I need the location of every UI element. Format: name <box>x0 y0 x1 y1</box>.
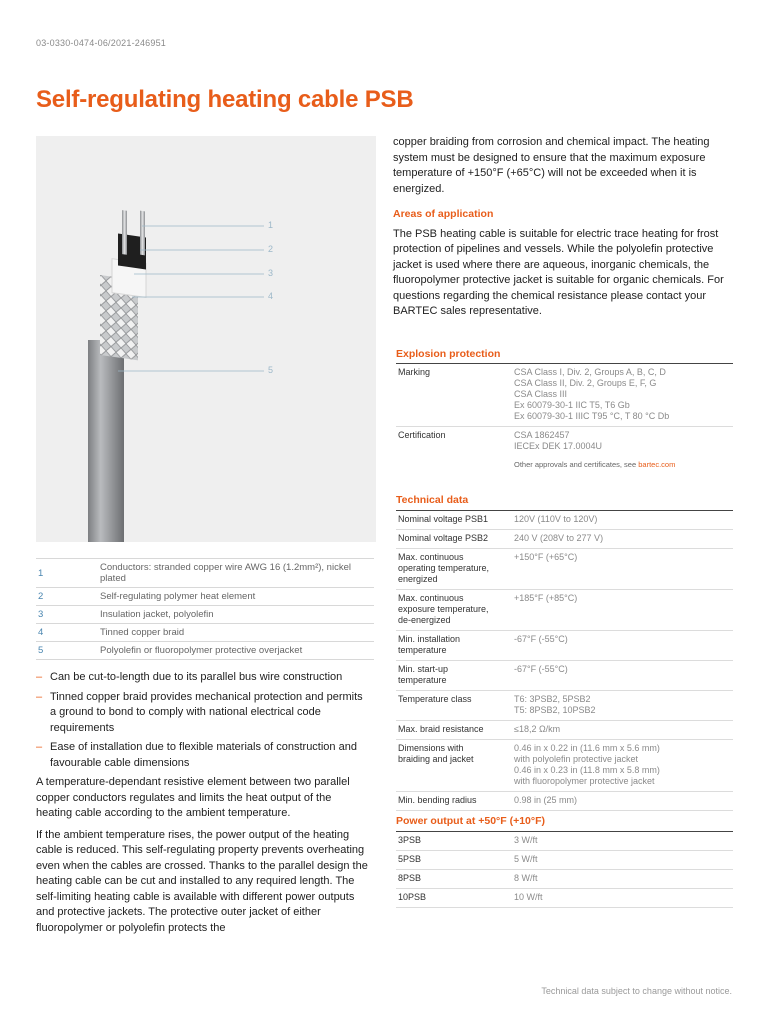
cell-line: de-energized <box>398 615 451 625</box>
row-label <box>396 590 512 631</box>
table-row <box>396 691 733 721</box>
cell-line: Dimensions with <box>398 743 464 753</box>
explosion-heading: Explosion protection <box>396 348 501 360</box>
cell-line: T5: 8PSB2, 10PSB2 <box>514 705 596 715</box>
row-label <box>396 549 512 590</box>
cell-line: temperature <box>398 645 447 655</box>
cell-line: Max. continuous <box>398 593 464 603</box>
areas-heading: Areas of application <box>393 208 494 220</box>
legend-text: Self-regulating polymer heat element <box>98 588 374 606</box>
legend-number: 1 <box>36 559 98 588</box>
row-value <box>512 740 733 792</box>
callout-4: 4 <box>268 291 274 301</box>
legend-number: 3 <box>36 606 98 624</box>
footer-note: Technical data subject to change without notice. <box>541 986 732 996</box>
table-row <box>396 631 733 661</box>
page-title: Self-regulating heating cable PSB <box>36 86 414 113</box>
cell-line: 8 W/ft <box>514 873 538 883</box>
legend-row <box>36 624 374 642</box>
component-legend <box>36 558 374 660</box>
cell-line: 240 V (208V to 277 V) <box>514 533 604 543</box>
row-value <box>512 721 733 740</box>
power-heading: Power output at +50°F (+10°F) <box>396 815 546 827</box>
callout-1: 1 <box>268 220 274 230</box>
row-label: Marking <box>396 364 512 427</box>
cell-line: 0.46 in x 0.23 in (11.8 mm x 5.8 mm) <box>514 765 660 775</box>
table-row <box>396 740 733 792</box>
table-row <box>396 851 733 870</box>
row-label <box>396 889 512 908</box>
callout-3: 3 <box>268 268 274 278</box>
cell-line: +185°F (+85°C) <box>514 593 578 603</box>
cell-line: 5PSB <box>398 854 422 864</box>
cell-line: Min. installation <box>398 634 461 644</box>
areas-text: The PSB heating cable is suitable for electric trace heating for frost protection of pipelines and vessels. While the polyolefin protective jacket is used where there are aqueous, inorganic chemicals, the fluoropolymer protective jacket is suitable for organic chemicals. For questions regarding the chemical resistance please contact your BARTEC sales representative. <box>393 227 724 317</box>
row-label <box>396 530 512 549</box>
document-id: 03-0330-0474-06/2021-246951 <box>36 38 167 48</box>
feature-list <box>36 670 368 771</box>
legend-number: 5 <box>36 642 98 660</box>
outer-jacket <box>88 340 124 542</box>
legend-number: 2 <box>36 588 98 606</box>
bartec-link[interactable]: bartec.com <box>638 460 676 469</box>
cell-line: Max. braid resistance <box>398 724 484 734</box>
body-paragraph: If the ambient temperature rises, the power output of the heating cable is reduced. This self-regulating property prevents overheating even when the cables are crossed. Thanks to the parallel design the heating cable can be cut and installed to any required length. The self-limiting heating cable is available with different power outputs and protective jackets. The protective outer jacket of either fluoropolymer or polyolefin protects the <box>36 828 368 934</box>
table-row <box>396 721 733 740</box>
row-label <box>396 792 512 811</box>
legend-text: Conductors: stranded copper wire AWG 16 (1.2mm²), nickel plated <box>98 559 374 588</box>
value-line: CSA Class III <box>514 389 568 399</box>
cell-line: Nominal voltage PSB1 <box>398 514 489 524</box>
technical-heading: Technical data <box>396 494 469 506</box>
table-row <box>396 456 733 474</box>
table-row <box>396 832 733 851</box>
feature-text: Ease of installation due to flexible materials of construction and favourable cable dimensions <box>50 741 357 769</box>
table-row <box>396 427 733 457</box>
cell-line: +150°F (+65°C) <box>514 552 578 562</box>
cell-line: operating temperature, <box>398 563 490 573</box>
row-label <box>396 661 512 691</box>
row-label <box>396 691 512 721</box>
cell-line: temperature <box>398 675 447 685</box>
table-row <box>396 870 733 889</box>
note-text: Other approvals and certificates, see <box>514 460 639 469</box>
row-value <box>512 792 733 811</box>
cell-line: 10PSB <box>398 892 427 902</box>
value-line: CSA Class II, Div. 2, Groups E, F, G <box>514 378 657 388</box>
legend-row <box>36 606 374 624</box>
row-value <box>512 889 733 908</box>
cell-line: braiding and jacket <box>398 754 474 764</box>
cell-line: 3PSB <box>398 835 422 845</box>
table-row <box>396 661 733 691</box>
cell-line: 0.46 in x 0.22 in (11.6 mm x 5.6 mm) <box>514 743 660 753</box>
row-value <box>512 661 733 691</box>
dash-icon: – <box>36 671 43 683</box>
cell-line: -67°F (-55°C) <box>514 664 568 674</box>
table-row <box>396 792 733 811</box>
dash-icon: – <box>36 741 43 753</box>
row-label <box>396 870 512 889</box>
table-row <box>396 530 733 549</box>
explosion-table <box>396 363 733 474</box>
intro-continuation: copper braiding from corrosion and chemical impact. The heating system must be designed to ensure that the maximum exposure temperature of +150°F (+65°C) will not be exceeded when it is energized. <box>393 136 710 195</box>
cell-line: energized <box>398 574 438 584</box>
legend-row <box>36 559 374 588</box>
value-line: Ex 60079-30-1 IIIC T95 °C, T 80 °C Db <box>514 411 670 421</box>
dash-icon: – <box>36 690 43 703</box>
feature-item <box>36 690 368 737</box>
value-line: IECEx DEK 17.0004U <box>514 441 603 451</box>
cell-line: 0.98 in (25 mm) <box>514 795 578 805</box>
legend-text: Tinned copper braid <box>98 624 374 642</box>
row-value <box>512 590 733 631</box>
feature-text: Tinned copper braid provides mechanical protection and permits a ground to bond to comply with national electrical code requirements <box>50 690 363 734</box>
row-label <box>396 851 512 870</box>
row-value <box>512 691 733 721</box>
right-column-text <box>393 135 733 320</box>
cell-line: Min. bending radius <box>398 795 477 805</box>
row-label <box>396 832 512 851</box>
feature-item <box>36 670 368 686</box>
callout-5: 5 <box>268 365 274 375</box>
cell-line: ≤18,2 Ω/km <box>514 724 561 734</box>
legend-row <box>36 642 374 660</box>
row-label <box>396 456 512 474</box>
row-value <box>512 631 733 661</box>
value-line: CSA Class I, Div. 2, Groups A, B, C, D <box>514 367 666 377</box>
cell-line: 120V (110V to 120V) <box>514 514 598 524</box>
value-line: CSA 1862457 <box>514 430 570 440</box>
cell-line: T6: 3PSB2, 5PSB2 <box>514 694 591 704</box>
row-value <box>512 549 733 590</box>
row-value <box>512 511 733 530</box>
row-value <box>512 851 733 870</box>
technical-table <box>396 510 733 811</box>
row-value <box>512 870 733 889</box>
conductor-right <box>140 211 145 256</box>
cell-line: -67°F (-55°C) <box>514 634 568 644</box>
table-row <box>396 549 733 590</box>
row-value <box>512 530 733 549</box>
conductor-left <box>122 210 127 255</box>
cell-line: Min. start-up <box>398 664 449 674</box>
row-label <box>396 631 512 661</box>
row-value <box>512 364 733 427</box>
power-table <box>396 831 733 908</box>
cell-line: 8PSB <box>398 873 422 883</box>
cell-line: Nominal voltage PSB2 <box>398 533 489 543</box>
body-paragraph: A temperature-dependant resistive element between two parallel copper conductors regulates and limits the heat output of the heating cable according to the ambient temperature. <box>36 776 350 819</box>
row-label <box>396 511 512 530</box>
value-line: Ex 60079-30-1 IIC T5, T6 Gb <box>514 400 630 410</box>
legend-row <box>36 588 374 606</box>
row-label: Certification <box>398 430 446 440</box>
approvals-note <box>512 456 733 474</box>
table-row <box>396 590 733 631</box>
row-label <box>396 721 512 740</box>
cell-line: with fluoropolymer protective jacket <box>514 776 655 786</box>
feature-text: Can be cut-to-length due to its parallel bus wire construction <box>50 671 343 683</box>
cable-illustration <box>36 136 376 542</box>
table-row <box>396 511 733 530</box>
cell-line: 3 W/ft <box>514 835 538 845</box>
legend-text: Insulation jacket, polyolefin <box>98 606 374 624</box>
cable-drawing <box>36 136 376 542</box>
row-value <box>512 427 733 457</box>
cell-line: Max. continuous <box>398 552 464 562</box>
left-column-text <box>36 670 368 942</box>
cell-line: exposure temperature, <box>398 604 489 614</box>
callout-2: 2 <box>268 244 274 254</box>
row-label <box>396 740 512 792</box>
legend-text: Polyolefin or fluoropolymer protective overjacket <box>98 642 374 660</box>
cell-line: 5 W/ft <box>514 854 538 864</box>
cell-line: Temperature class <box>398 694 472 704</box>
legend-number: 4 <box>36 624 98 642</box>
cell-line: 10 W/ft <box>514 892 543 902</box>
cell-line: with polyolefin protective jacket <box>514 754 639 764</box>
table-row <box>396 889 733 908</box>
table-row <box>396 364 733 427</box>
feature-item <box>36 740 368 771</box>
row-value <box>512 832 733 851</box>
